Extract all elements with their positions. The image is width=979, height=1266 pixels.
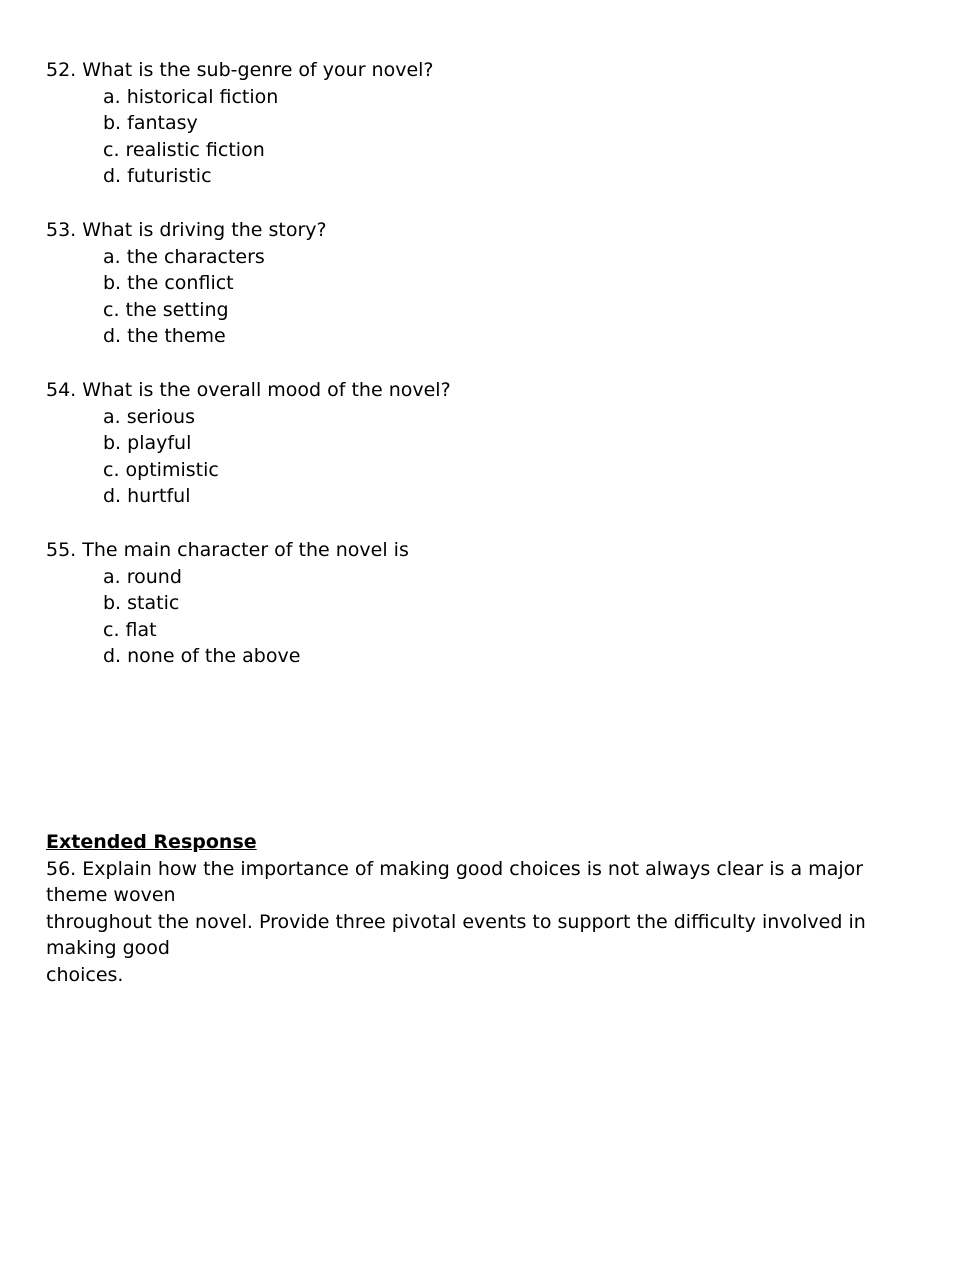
answer-options bbox=[46, 564, 916, 670]
answer-option: d. futuristic bbox=[103, 165, 212, 188]
question-stem: 53. What is driving the story? bbox=[46, 218, 327, 241]
extended-response-section bbox=[46, 829, 916, 989]
answer-option: b. playful bbox=[103, 432, 192, 455]
answer-options bbox=[46, 244, 916, 350]
answer-option: b. static bbox=[103, 592, 180, 615]
multiple-choice-section bbox=[46, 57, 916, 697]
question-stem: 55. The main character of the novel is bbox=[46, 538, 409, 561]
answer-option: a. round bbox=[103, 565, 182, 588]
question-54 bbox=[46, 377, 916, 510]
answer-option: b. fantasy bbox=[103, 112, 198, 135]
answer-option: c. flat bbox=[103, 618, 157, 641]
extended-response-heading: Extended Response bbox=[46, 831, 257, 853]
answer-option: d. none of the above bbox=[103, 645, 301, 668]
question-stem: 52. What is the sub-genre of your novel? bbox=[46, 59, 434, 81]
answer-option: a. serious bbox=[103, 405, 195, 428]
prompt-line: choices. bbox=[46, 963, 124, 986]
answer-option: c. optimistic bbox=[103, 458, 219, 481]
question-52 bbox=[46, 57, 916, 190]
question-stem: 54. What is the overall mood of the novel? bbox=[46, 378, 451, 401]
extended-response-prompt bbox=[46, 856, 916, 989]
prompt-line: 56. Explain how the importance of making good choices is not always clear is a major theme woven bbox=[46, 857, 864, 907]
answer-option: b. the conflict bbox=[103, 272, 234, 295]
answer-option: d. hurtful bbox=[103, 485, 191, 508]
answer-option: a. historical fiction bbox=[103, 85, 279, 108]
question-55 bbox=[46, 537, 916, 670]
answer-option: d. the theme bbox=[103, 325, 226, 348]
question-53 bbox=[46, 217, 916, 350]
answer-options bbox=[46, 404, 916, 510]
answer-option: a. the characters bbox=[103, 245, 265, 268]
answer-options bbox=[46, 84, 916, 190]
answer-option: c. the setting bbox=[103, 298, 229, 321]
prompt-line: throughout the novel. Provide three pivotal events to support the difficulty involved in making good bbox=[46, 910, 866, 960]
answer-option: c. realistic fiction bbox=[103, 138, 265, 161]
